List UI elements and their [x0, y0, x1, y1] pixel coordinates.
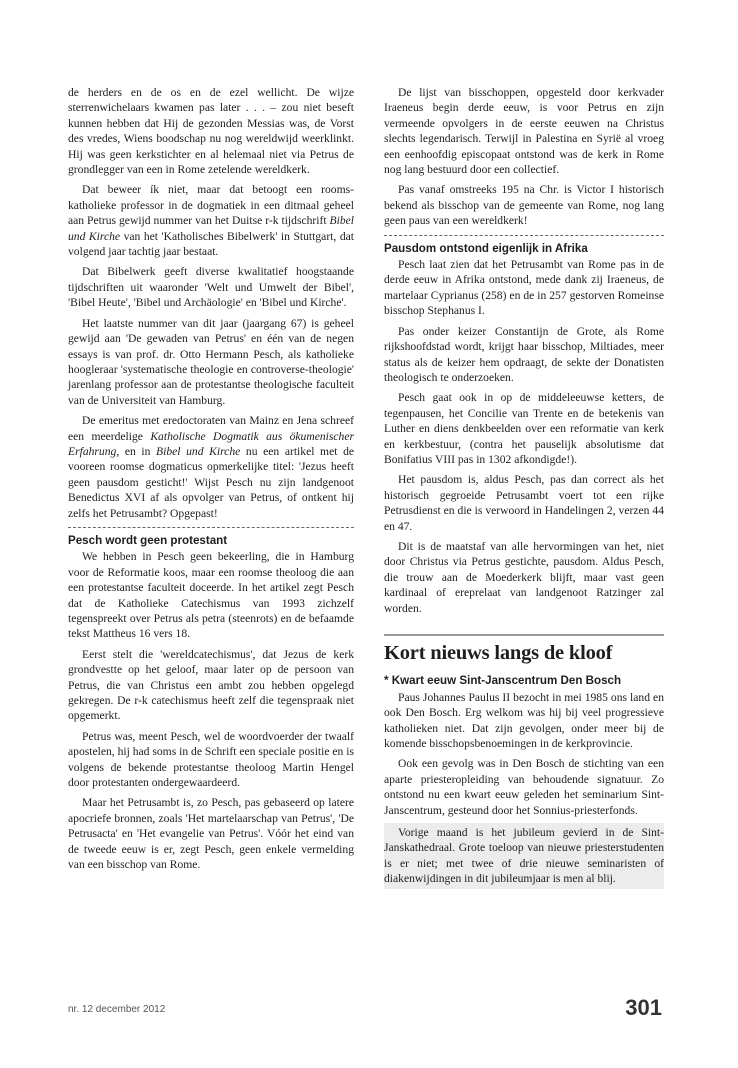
paragraph: Dat Bibelwerk geeft diverse kwalitatief hoogstaande tijdschriften uit waaronder 'Welt und Umwelt der Bibel', 'Bibel Heute', 'Bibel und Archäologie' en 'Bibel und Kirche'. [68, 265, 354, 310]
section-heading: Pesch wordt geen protestant [68, 533, 228, 547]
news-title: Kort nieuws langs de kloof [384, 642, 613, 664]
paragraph: Eerst stelt die 'wereldcatechismus', dat Jezus de kerk grondvestte op het geloof, maar later op de persoon van Petrus, die van Christus een ambt zou hebben opgelegd gekregen. De r-k catechismus heeft zelf die tegenspraak niet opgemerkt. [68, 647, 354, 723]
dashed-divider [68, 527, 354, 528]
paragraph: Dat beweer ík niet, maar dat betoogt een rooms-katholieke professor in de dogmatiek in een ditmaal geheel aan Petrus gewijd nummer van het Duitse r-k tijdschrift Bibel und Kirche van het 'Katholisches Bibelwerk' in Stuttgart, dat volgend jaar tachtig jaar bestaat. [68, 183, 354, 259]
paragraph: De emeritus met eredoctoraten van Mainz en Jena schreef een meerdelige Katholische Dogmatik aus ökumenischer Erfahrung, en in Bibel und Kirche nu een artikel met de vooreen roomse dogmaticus opmerkelijke titel: 'Jezus heeft geen pausdom gesticht!' Wijst Pesch nu zijn landgenoot Benedictus XVI af als opvolger van Petrus, of ontkent hij zelfs het Petrusambt? Opgepast! [68, 414, 355, 520]
paragraph: Het laatste nummer van dit jaar (jaargang 67) is geheel gewijd aan 'De gewaden van Petrus' en één van de negen essays is van prof. dr. Otto Hermann Pesch, als katholieke hoogleraar 'systematische theologie en controverse-theologie' jarenlang professor aan de protestantse theologische faculteit van de Universiteit van Hamburg. [68, 316, 354, 407]
paragraph: Pas vanaf omstreeks 195 na Chr. is Victor I historisch bekend als bisschop van de gemeente van Rome, nog lang geen paus van een wereldkerk! [384, 183, 664, 228]
paragraph: Vorige maand is het jubileum gevierd in de Sint-Janskathedraal. Grote toeloop van nieuwe priesterstudenten is er niet; met twee of drie nieuwe seminaristen of diakenwijdingen in dit jubileumjaar is men al blij. [384, 823, 664, 889]
paragraph: We hebben in Pesch geen bekeerling, die in Hamburg voor de Reformatie koos, maar een roomse theoloog die aan een protestantse faculteit doceerde. In het artikel zegt Pesch dat de Katholieke Catechismus van 1993 zichzelf tegenspreekt over Petrus als petra (steenrots) en de befaamde tekst Mattheus 16 vers 18. [68, 550, 354, 641]
paragraph: Ook een gevolg was in Den Bosch de stichting van een aparte priesteropleiding van behoudende signatuur. Zo ontstond nu een kwart eeuw geleden het seminarium Sint-Janscentrum, gesteund door het Sonnius-priesterfonds. [384, 757, 664, 817]
section-heading: Pausdom ontstond eigenlijk in Afrika [384, 241, 588, 255]
section-rule [384, 634, 664, 636]
left-column [68, 85, 354, 878]
issue-info: nr. 12 december 2012 [68, 1004, 166, 1015]
paragraph: Het pausdom is, aldus Pesch, pas dan correct als het historisch gegroeide Petrusambt voert tot een rijke Petrusdienst en die is verwoord in Handelingen 2, verzen 44 en 47. [384, 473, 664, 533]
news-subheading: * Kwart eeuw Sint-Janscentrum Den Bosch [384, 674, 622, 688]
paragraph: De lijst van bisschoppen, opgesteld door kerkvader Iraeneus begin derde eeuw, is voor Petrus en zijn vermeende opvolgers in de eerste eeuwen na Christus slechts legendarisch. Terwijl in Palestina en Syrië al vroeg een eenhoofdig episcopaat ontstond was de kerk in Rome nog lang bestuurd door een collectief. [384, 86, 664, 177]
paragraph: Pesch gaat ook in op de middeleeuwse ketters, de tegenpausen, het Concilie van Trente en de betekenis van Luther en diens denkbeelden over een reformatie van kerk en kerkbestuur, (contra het pauselijk absolutisme dat Bonifatius VIII pas in 1302 afkondigde!). [384, 391, 664, 466]
paragraph: Pesch laat zien dat het Petrusambt van Rome pas in de derde eeuw in Afrika ontstond, mede dank zij Iraeneus, de martelaar Cyprianus (258) en de in 257 gestorven Romeinse bisschop Stephanus I. [384, 258, 664, 318]
page-number: 301 [625, 995, 662, 1020]
right-column [384, 85, 664, 894]
paragraph: de herders en de os en de ezel wellicht. De wijze sterrenwichelaars kwamen pas later . . . – zou niet beseft kunnen hebben dat Hij de gezonden Messias was, de Vorst des vredes, Wiens boodschap nu nog wereldwijd weerklinkt. Hij was geen kerkstichter en al helemaal niet via Petrus de grondlegger van een in Rome zetelende wereldkerk. [68, 86, 354, 177]
paragraph: Maar het Petrusambt is, zo Pesch, pas gebaseerd op latere apocriefe bronnen, zoals 'Het martelaarschap van Petrus', 'De Petrusacta' en 'Het evangelie van Petrus'. Vóór het eind van de tweede eeuw is er, zegt Pesch, geen enkele vermelding van een bisschop van Rome. [68, 796, 354, 872]
paragraph: Petrus was, meent Pesch, wel de woordvoerder der twaalf apostelen, hij had soms in de Schrift een speciale positie en is volgens de bekende protestantse theoloog Martin Hengel door protestanten ondergewaardeerd. [68, 729, 354, 790]
paragraph: Pas onder keizer Constantijn de Grote, als Rome rijkshoofdstad wordt, krijgt haar bisschop, Miltiades, meer status als de keizer hem opdraagt, de sekte der Donatisten theologisch te onderzoeken. [384, 324, 664, 384]
paragraph: Dit is de maatstaf van alle hervormingen van het, niet door Christus via Petrus gestichte, pausdom. Aldus Pesch, die trouw aan de Moederkerk blijft, maar vast geen kardinaal of ereprelaat van landgenoot Ratzinger zal worden. [384, 539, 664, 615]
dashed-divider [384, 235, 664, 236]
paragraph: Paus Johannes Paulus II bezocht in mei 1985 ons land en ook Den Bosch. Erg welkom was hij bij veel progressieve katholieken niet. Dat zijn gevolgen, onder meer bij de komende bisschopsbenoemingen in de kerkprovincie. [384, 690, 664, 751]
